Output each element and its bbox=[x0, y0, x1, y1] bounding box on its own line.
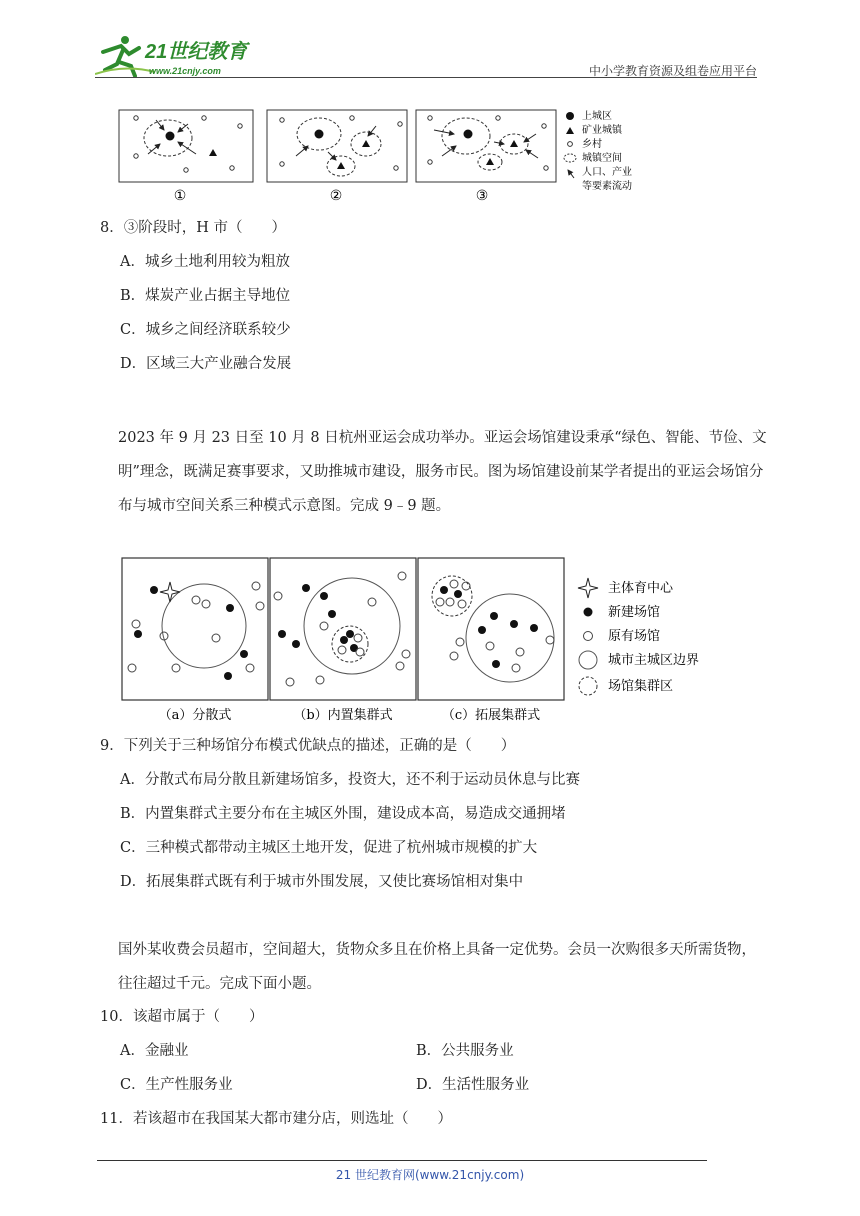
question-8-stem: 8．③阶段时，H 市（ ） bbox=[100, 220, 286, 236]
mining-town-icon bbox=[566, 127, 574, 134]
question-11-stem: 11．若该超市在我国某大都市建分店，则选址（ ） bbox=[100, 1111, 452, 1127]
stage-label-2: ② bbox=[329, 188, 343, 204]
logo-main-text: 21世纪教育 bbox=[145, 41, 248, 63]
svg-text:城镇空间: 城镇空间 bbox=[582, 153, 622, 164]
mode-panel-a bbox=[122, 558, 268, 700]
svg-text:乡村: 乡村 bbox=[582, 139, 602, 150]
stage-legend bbox=[564, 109, 632, 192]
question-9-stem: 9．下列关于三种场馆分布模式优缺点的描述，正确的是（ ） bbox=[100, 738, 516, 754]
q8-option-a[interactable]: A．城乡土地利用较为粗放 bbox=[120, 254, 290, 270]
q9-option-d[interactable]: D．拓展集群式既有利于城市外围发展，又使比赛场馆相对集中 bbox=[120, 874, 524, 890]
q9-option-c[interactable]: C．三种模式都带动主城区土地开发，促进了杭州城市规模的扩大 bbox=[120, 840, 538, 856]
flow-arrow-icon bbox=[568, 170, 574, 178]
q8-option-b[interactable]: B．煤炭产业占据主导地位 bbox=[120, 288, 291, 304]
main-sports-center-legend-icon bbox=[578, 578, 598, 598]
passage-supermarket: 国外某收费会员超市，空间超大，货物众多且在价格上具备一定优势。会员一次购很多天所需货物，往往超过千元。完成下面小题。 bbox=[118, 942, 756, 992]
q10-option-c[interactable]: C．生产性服务业 bbox=[120, 1077, 233, 1093]
stage-panel-1 bbox=[119, 110, 253, 182]
logo-url-text: www.21cnjy.com bbox=[149, 66, 221, 76]
q10-option-a[interactable]: A．金融业 bbox=[120, 1043, 189, 1059]
mode-panel-c bbox=[418, 558, 564, 700]
city-area-icon bbox=[566, 112, 574, 120]
q10-option-d[interactable]: D．生活性服务业 bbox=[416, 1077, 530, 1093]
page-footer: 21 世纪教育网(www.21cnjy.com) bbox=[335, 1168, 525, 1182]
question-10-stem: 10．该超市属于（ ） bbox=[100, 1009, 264, 1025]
stage-panel-3 bbox=[416, 110, 556, 182]
city-boundary-icon bbox=[579, 651, 597, 669]
site-logo bbox=[95, 34, 265, 78]
svg-text:场馆集群区: 场馆集群区 bbox=[608, 679, 674, 694]
stage-label-1: ① bbox=[173, 188, 187, 204]
stage-panel-2 bbox=[267, 110, 407, 182]
svg-text:主体育中心: 主体育中心 bbox=[608, 581, 674, 596]
mode-panel-b bbox=[270, 558, 416, 700]
stage-label-3: ③ bbox=[475, 188, 489, 204]
village-icon bbox=[568, 142, 573, 147]
footer-divider bbox=[97, 1160, 707, 1161]
svg-text:新建场馆: 新建场馆 bbox=[608, 605, 661, 620]
q8-option-d[interactable]: D．区域三大产业融合发展 bbox=[120, 356, 292, 372]
page-header bbox=[95, 28, 757, 78]
header-divider bbox=[95, 77, 757, 78]
q9-option-b[interactable]: B．内置集群式主要分布在主城区外围，建设成本高，易造成交通拥堵 bbox=[120, 806, 566, 822]
venue-cluster-icon bbox=[579, 677, 597, 695]
svg-text:原有场馆: 原有场馆 bbox=[608, 629, 661, 644]
venue-legend bbox=[578, 578, 699, 695]
svg-text:城市主城区边界: 城市主城区边界 bbox=[608, 653, 700, 668]
q8-option-c[interactable]: C．城乡之间经济联系较少 bbox=[120, 322, 291, 338]
existing-venue-icon bbox=[584, 632, 593, 641]
main-sports-center-icon bbox=[160, 582, 180, 602]
mode-label-a: （a）分散式 bbox=[158, 708, 232, 723]
svg-text:等要素流动: 等要素流动 bbox=[582, 181, 632, 192]
passage-asian-games: 2023 年 9 月 23 日至 10 月 8 日杭州亚运会成功举办。亚运会场馆建设秉承“绿色、智能、节俭、文明”理念，既满足赛事要求，又助推城市建设，服务市民。图为场馆建设前某学者提出的亚运会场馆分布与城市空间关系三种模式示意图。完成 9﹣9 题。 bbox=[118, 430, 767, 514]
venue-mode-figure bbox=[120, 556, 720, 726]
city-stage-figure bbox=[116, 104, 676, 204]
svg-text:上城区: 上城区 bbox=[582, 111, 612, 122]
svg-text:矿业城镇: 矿业城镇 bbox=[582, 125, 622, 136]
mode-label-b: （b）内置集群式 bbox=[293, 708, 393, 723]
mode-label-c: （c）拓展集群式 bbox=[441, 708, 541, 723]
q9-option-a[interactable]: A．分散式布局分散且新建场馆多，投资大，还不利于运动员休息与比赛 bbox=[120, 772, 580, 788]
town-space-icon bbox=[564, 154, 576, 162]
new-venue-icon bbox=[584, 608, 593, 617]
platform-title: 中小学教育资源及组卷应用平台 bbox=[588, 64, 757, 78]
q10-option-b[interactable]: B．公共服务业 bbox=[416, 1043, 514, 1059]
svg-text:人口、产业: 人口、产业 bbox=[582, 167, 632, 178]
